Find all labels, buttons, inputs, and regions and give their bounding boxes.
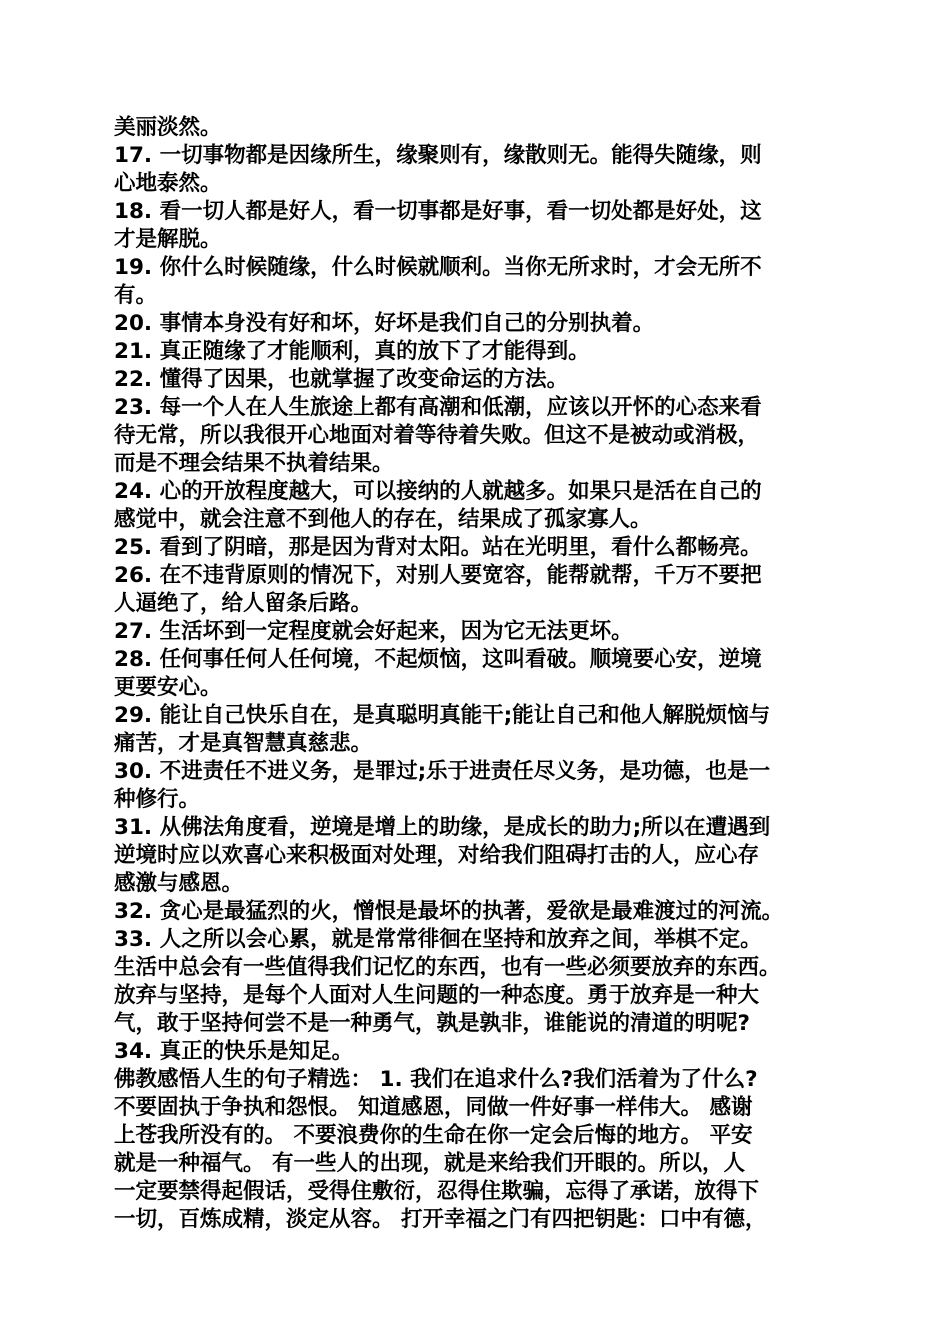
text-line: 17. 一切事物都是因缘所生，缘聚则有，缘散则无。能得失随缘，则 (114, 143, 762, 168)
text-line: 才是解脱。 (114, 227, 222, 252)
text-line: 心地泰然。 (114, 171, 222, 196)
text-line: 27. 生活坏到一定程度就会好起来，因为它无法更坏。 (114, 619, 633, 644)
text-line: 一切，百炼成精，淡定从容。 打开幸福之门有四把钥匙：口中有德， (114, 1207, 767, 1232)
text-line: 放弃与坚持，是每个人面对人生问题的一种态度。勇于放弃是一种大 (114, 983, 760, 1008)
text-line: 18. 看一切人都是好人，看一切事都是好事，看一切处都是好处，这 (114, 199, 762, 224)
text-line: 美丽淡然。 (114, 115, 222, 140)
text-line: 人逼绝了，给人留条后路。 (114, 591, 373, 616)
text-line: 佛教感悟人生的句子精选： 1. 我们在追求什么?我们活着为了什么? (114, 1067, 758, 1092)
text-line: 21. 真正随缘了才能顺利，真的放下了才能得到。 (114, 339, 590, 364)
text-line: 30. 不进责任不进义务，是罪过;乐于进责任尽义务，是功德，也是一 (114, 759, 771, 784)
text-line: 感激与感恩。 (114, 871, 244, 896)
text-line: 而是不理会结果不执着结果。 (114, 451, 394, 476)
text-line: 22. 懂得了因果，也就掌握了改变命运的方法。 (114, 367, 569, 392)
text-line: 一定要禁得起假话，受得住敷衍，忍得住欺骗，忘得了承诺，放得下 (114, 1179, 760, 1204)
text-line: 逆境时应以欢喜心来积极面对处理，对给我们阻碍打击的人，应心存 (114, 843, 760, 868)
text-line: 33. 人之所以会心累，就是常常徘徊在坚持和放弃之间，举棋不定。 (114, 927, 762, 952)
text-line: 就是一种福气。 有一些人的出现，就是来给我们开眼的。所以，人 (114, 1151, 745, 1176)
text-line: 25. 看到了阴暗，那是因为背对太阳。站在光明里，看什么都畅亮。 (114, 535, 762, 560)
text-line: 31. 从佛法角度看，逆境是增上的助缘，是成长的助力;所以在遭遇到 (114, 815, 771, 840)
text-line: 34. 真正的快乐是知足。 (114, 1039, 354, 1064)
text-line: 待无常，所以我很开心地面对着等待着失败。但这不是被动或消极， (114, 423, 760, 448)
text-line: 26. 在不违背原则的情况下，对别人要宽容，能帮就帮，千万不要把 (114, 563, 762, 588)
text-line: 气，敢于坚持何尝不是一种勇气，孰是孰非，谁能说的清道的明呢? (114, 1011, 750, 1036)
text-line: 23. 每一个人在人生旅途上都有高潮和低潮，应该以开怀的心态来看 (114, 395, 762, 420)
text-line: 19. 你什么时候随缘，什么时候就顺利。当你无所求时，才会无所不 (114, 255, 762, 280)
text-line: 更要安心。 (114, 675, 222, 700)
text-line: 28. 任何事任何人任何境，不起烦恼，这叫看破。顺境要心安，逆境 (114, 647, 762, 672)
text-line: 有。 (114, 283, 158, 308)
document-body (114, 114, 838, 1262)
text-line: 痛苦，才是真智慧真慈悲。 (114, 731, 373, 756)
text-line: 感觉中，就会注意不到他人的存在，结果成了孤家寡人。 (114, 507, 652, 532)
text-line: 上苍我所没有的。 不要浪费你的生命在你一定会后悔的地方。 平安 (114, 1123, 753, 1148)
text-line: 生活中总会有一些值得我们记忆的东西，也有一些必须要放弃的东西。 (114, 955, 781, 980)
text-line: 24. 心的开放程度越大，可以接纳的人就越多。如果只是活在自己的 (114, 479, 762, 504)
text-line: 20. 事情本身没有好和坏，好坏是我们自己的分别执着。 (114, 311, 655, 336)
text-line: 不要固执于争执和怨恨。 知道感恩，同做一件好事一样伟大。 感谢 (114, 1095, 753, 1120)
text-line: 29. 能让自己快乐自在，是真聪明真能干;能让自己和他人解脱烦恼与 (114, 703, 771, 728)
text-line: 种修行。 (114, 787, 201, 812)
text-line (114, 1234, 838, 1262)
text-line: 32. 贪心是最猛烈的火，憎恨是最坏的执著，爱欲是最难渡过的河流。 (114, 899, 784, 924)
